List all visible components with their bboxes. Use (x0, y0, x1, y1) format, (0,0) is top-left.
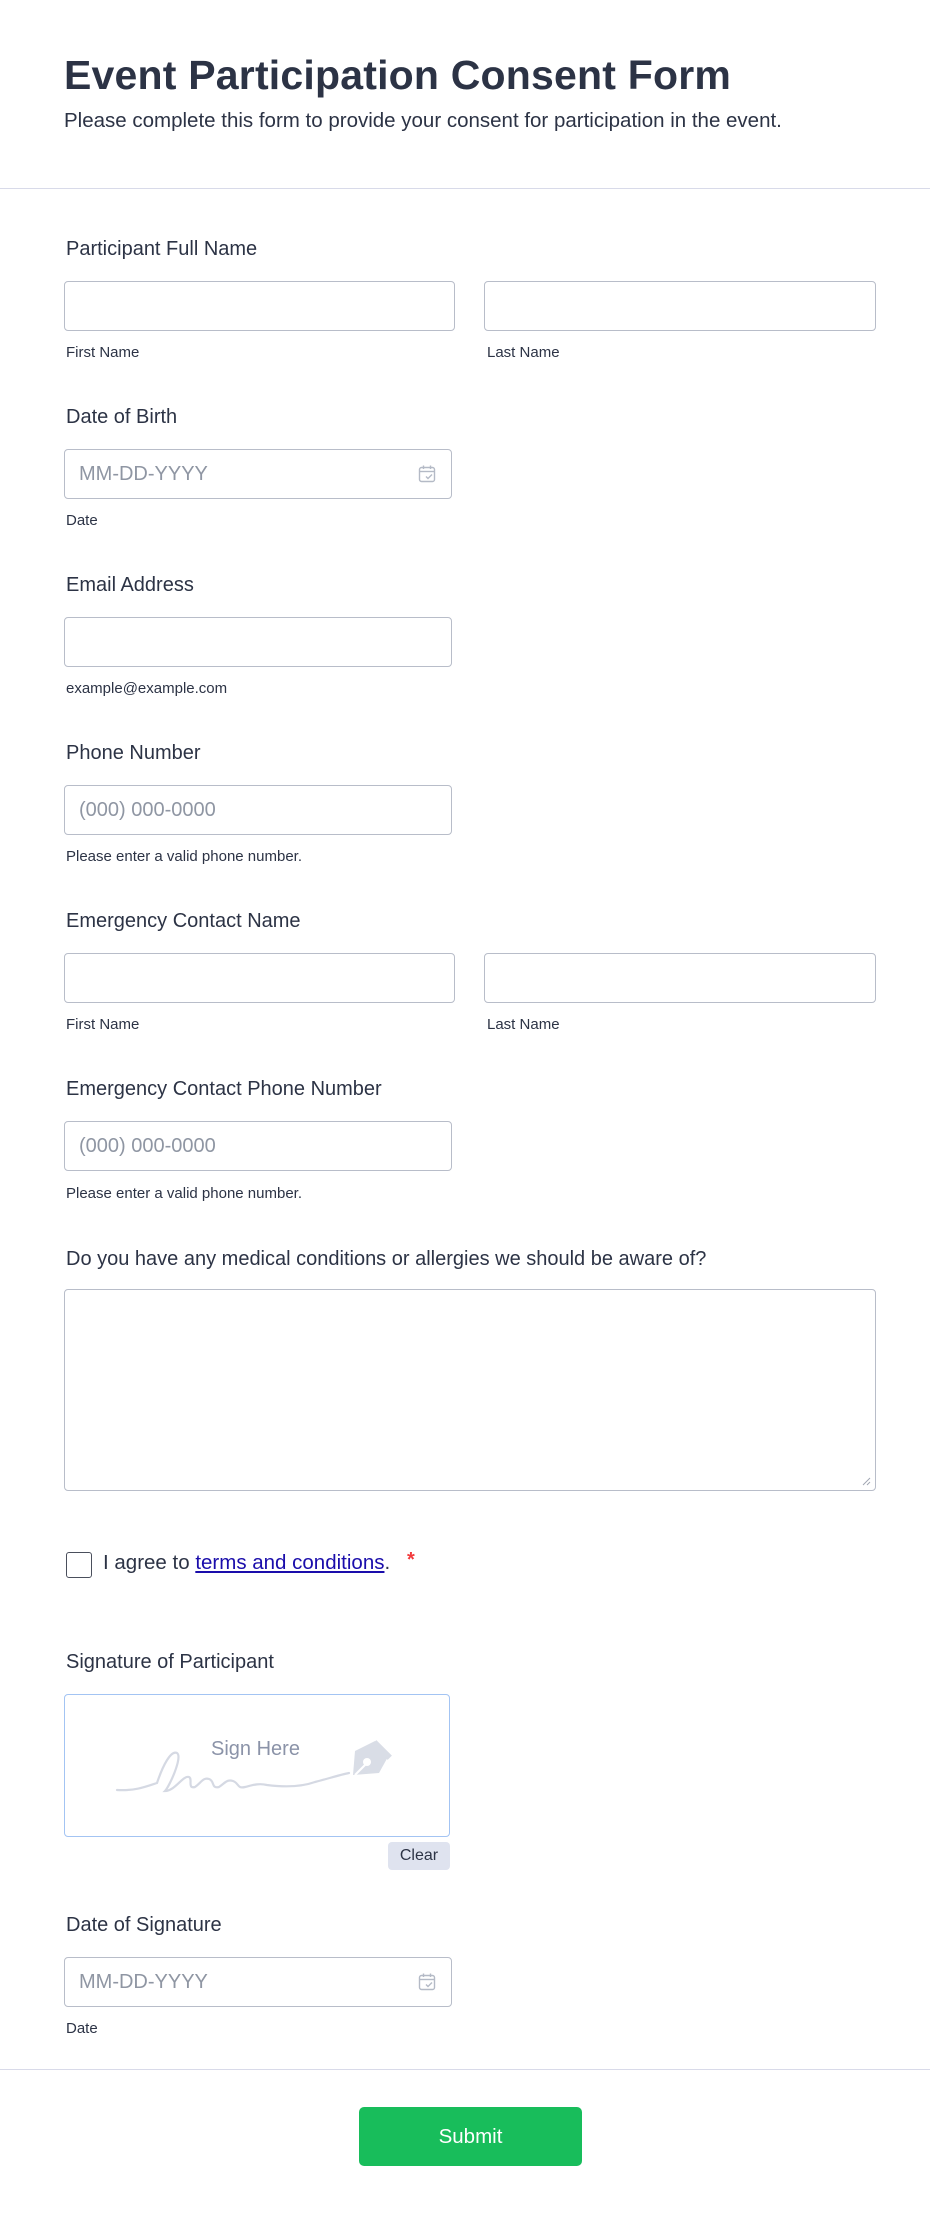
signature-date-placeholder: MM-DD-YYYY (79, 1971, 208, 1993)
phone-placeholder: (000) 000-0000 (79, 799, 216, 821)
email-sublabel: example@example.com (66, 680, 228, 697)
calendar-icon[interactable] (417, 1972, 437, 1992)
submit-button[interactable]: Submit (359, 2107, 582, 2166)
participant-first-name-sublabel: First Name (66, 344, 140, 361)
form-subtitle: Please complete this form to provide your consent for participation in the event. (64, 109, 782, 132)
terms-prefix: I agree to (103, 1551, 196, 1574)
phone-label: Phone Number (66, 742, 201, 764)
pen-nib-icon (345, 1737, 397, 1781)
required-asterisk: * (407, 1549, 415, 1571)
terms-checkbox[interactable] (66, 1552, 92, 1578)
emergency-phone-label: Emergency Contact Phone Number (66, 1078, 382, 1100)
footer-divider (0, 2069, 930, 2070)
medical-textarea[interactable] (64, 1289, 876, 1491)
sign-here-text: Sign Here (211, 1738, 300, 1760)
emergency-first-name-sublabel: First Name (66, 1016, 140, 1033)
calendar-icon[interactable] (417, 464, 437, 484)
signature-date-input[interactable] (64, 1957, 452, 2007)
email-input[interactable] (64, 617, 452, 667)
emergency-phone-sublabel: Please enter a valid phone number. (66, 1185, 302, 1202)
emergency-last-name-sublabel: Last Name (487, 1016, 560, 1033)
dob-label: Date of Birth (66, 406, 178, 428)
terms-suffix: . (384, 1551, 391, 1574)
emergency-first-name-input[interactable] (64, 953, 455, 1003)
emergency-phone-placeholder: (000) 000-0000 (79, 1135, 216, 1157)
email-label: Email Address (66, 574, 194, 596)
participant-last-name-input[interactable] (484, 281, 876, 331)
medical-label: Do you have any medical conditions or allergies we should be aware of? (66, 1248, 707, 1270)
dob-input[interactable] (64, 449, 452, 499)
emergency-phone-input[interactable] (64, 1121, 452, 1171)
emergency-last-name-input[interactable] (484, 953, 876, 1003)
participant-name-label: Participant Full Name (66, 238, 258, 260)
form-title: Event Participation Consent Form (64, 52, 732, 98)
signature-date-sublabel: Date (66, 2020, 98, 2037)
participant-last-name-sublabel: Last Name (487, 344, 560, 361)
dob-placeholder: MM-DD-YYYY (79, 463, 208, 485)
phone-input[interactable] (64, 785, 452, 835)
terms-agree-text (103, 1551, 390, 1575)
participant-first-name-input[interactable] (64, 281, 455, 331)
phone-sublabel: Please enter a valid phone number. (66, 848, 302, 865)
terms-link[interactable]: terms and conditions (195, 1551, 385, 1574)
signature-label: Signature of Participant (66, 1651, 274, 1673)
signature-date-label: Date of Signature (66, 1914, 222, 1936)
signature-pad[interactable] (64, 1694, 450, 1837)
clear-signature-button[interactable]: Clear (388, 1842, 450, 1870)
form-header (0, 0, 930, 189)
emergency-name-label: Emergency Contact Name (66, 910, 301, 932)
resize-handle-icon[interactable] (861, 1476, 871, 1486)
dob-sublabel: Date (66, 512, 98, 529)
